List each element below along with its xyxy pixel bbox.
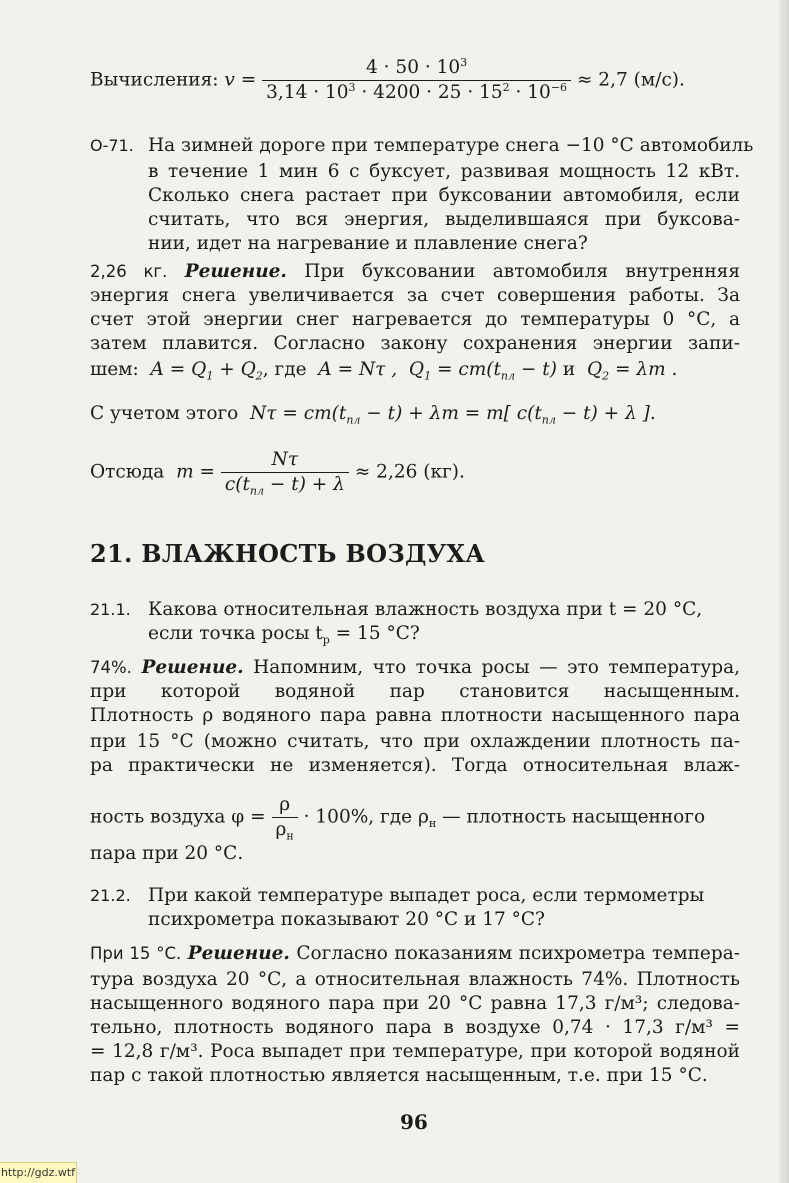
solution-o71-text: При буксовании автомобиля внутренняя <box>304 261 740 282</box>
calc-den-exp3: −6 <box>550 80 568 94</box>
problem-o71-line-2: в течение 1 мин 6 с буксует, развивая мощность 12 кВт. <box>148 161 740 182</box>
watermark-link[interactable]: http://gdz.wtf <box>0 1162 77 1183</box>
calculation-line <box>90 56 685 105</box>
calc-denominator: 3,14 · 10 <box>266 82 349 103</box>
solution-label: Решение. <box>187 943 290 964</box>
problem-21-1-line-2 <box>148 622 420 646</box>
formula-work: A = Nτ , $Q_1 = cm(t_{пл} - t)$ <box>312 359 557 383</box>
calc-den-tail: · 10 <box>509 82 551 103</box>
solution-o71-line-2: энергия снега увеличивается за счет совершения работы. За <box>90 285 740 306</box>
humidity-lead: ность воздуха φ = <box>90 806 266 828</box>
solution-21-1-text: Напомним, что точка росы — это температура, <box>253 657 740 678</box>
answer-21-2: При 15 °С. <box>90 944 182 963</box>
humidity-frac-den: ρ <box>275 819 287 840</box>
solution-o71-line-7: Отсюда m = $\frac{N\tau}{c(t_{пл} - t) + \lambda}$ ≈ 2,26 (кг). <box>90 449 465 498</box>
problem-o71-line-5: нии, идет на нагревание и плавление снега? <box>148 233 588 254</box>
solution-21-2-line-6: пар с такой плотностью является насыщенным, т.е. при 15 °С. <box>90 1065 708 1086</box>
problem-o71-line-4: считать, что вся энергия, выделившаяся при буксова- <box>148 209 740 230</box>
solution-21-2-text: Согласно показаниям психрометра темпера- <box>296 943 741 964</box>
problem-21-2-line-1: При какой температуре выпадет роса, если термометры <box>148 885 705 906</box>
with-account-text: С учетом этого <box>90 403 239 424</box>
problem-number-21-1: 21.1. <box>90 600 131 619</box>
solution-o71-line-4: затем плавится. Согласно закону сохранения энергии запи- <box>90 333 740 354</box>
calc-result: ≈ 2,7 (м/с). <box>576 69 685 91</box>
humidity-sub: н <box>428 817 437 831</box>
calc-den-mid: · 4200 · 25 · 15 <box>355 82 503 103</box>
calc-den-exp2: 2 <box>502 80 510 94</box>
problem-number-21-2: 21.2. <box>90 886 131 905</box>
humidity-tail: · 100%, где ρ <box>303 806 429 828</box>
calc-den-exp1: 3 <box>348 80 356 94</box>
solution-o71-line-1 <box>90 260 740 284</box>
problem-o71-line-1: На зимней дороге при температуре снега −10 °С автомобиль <box>148 135 754 156</box>
humidity-fraction <box>272 793 298 842</box>
solution-21-1-line-3: Плотность ρ водяного пара равна плотности насыщенного пара <box>90 705 740 726</box>
solution-label: Решение. <box>141 657 244 678</box>
solution-label: Решение. <box>184 261 287 282</box>
calc-fraction <box>262 56 571 105</box>
solution-o71-line-5 <box>90 358 677 382</box>
solution-21-2-line-1 <box>90 942 740 966</box>
hence-text: Отсюда <box>90 461 165 483</box>
page-edge-shadow <box>779 0 789 1183</box>
formula-mass-fraction: $\frac{N\tau}{c(t_{пл} - t) + \lambda}$ <box>221 448 349 497</box>
formula-lead: шем: <box>90 359 139 380</box>
solution-21-2-line-5: = 12,8 г/м³. Роса выпадет при температуре, при которой водяной <box>90 1041 740 1062</box>
humidity-frac-den-sub: н <box>286 829 294 843</box>
solution-21-2-line-4: тельно, плотность водяного пара в воздухе 0,74 · 17,3 г/м³ = <box>90 1017 740 1038</box>
formula-and: и <box>562 359 576 380</box>
answer-o71: 2,26 кг. <box>90 262 168 281</box>
problem-number-o71: О-71. <box>90 136 134 155</box>
solution-21-1-line-6 <box>90 793 705 842</box>
dew-point-sub: р <box>322 633 330 647</box>
section-title: 21. ВЛАЖНОСТЬ ВОЗДУХА <box>90 539 486 568</box>
solution-21-1-line-2: при которой водяной пар становится насыщенным. <box>90 681 740 702</box>
calc-variable: v <box>224 69 235 91</box>
solution-o71-line-3: счет этой энергии снег нагревается до температуры 0 °С, а <box>90 309 740 330</box>
solution-21-2-line-2: тура воздуха 20 °С, а относительная влажность 74%. Плотность <box>90 969 740 990</box>
calc-numerator-exp: 3 <box>460 55 468 69</box>
humidity-frac-num: ρ <box>279 794 291 815</box>
calc-numerator: 4 · 50 · 10 <box>366 57 461 78</box>
humidity-end: — плотность насыщенного <box>436 806 706 828</box>
solution-21-1-line-1 <box>90 656 740 680</box>
problem-21-2-line-2: психрометра показывают 20 °С и 17 °С? <box>148 909 545 930</box>
problem-o71-line-3: Сколько снега растает при буксовании автомобиля, если <box>148 185 740 206</box>
problem-21-1-line-2-text: если точка росы t <box>148 623 323 644</box>
solution-o71-line-6 <box>90 402 656 426</box>
formula-where: , где <box>262 359 307 380</box>
problem-21-1-line-1: Какова относительная влажность воздуха при t = 20 °С, <box>148 599 703 620</box>
formula-balance: $N\tau = cm(t_{пл} - t) + \lambda m = m$[ $c(t_{пл} - t) + \lambda$ ]. <box>244 403 656 427</box>
calc-lead: Вычисления: <box>90 69 219 91</box>
solution-21-1-line-5: ра практически не изменяется). Тогда относительная влаж- <box>90 755 740 776</box>
mass-result: ≈ 2,26 (кг). <box>354 461 465 483</box>
solution-21-2-line-3: насыщенного водяного пара при 20 °С равна 17,3 г/м³; следова- <box>90 993 740 1014</box>
solution-21-1-line-4: при 15 °С (можно считать, что при охлаждении плотность па- <box>90 731 740 752</box>
page-number: 96 <box>400 1110 428 1134</box>
solution-21-1-line-7: пара при 20 °С. <box>90 843 244 864</box>
calc-equals: = <box>240 69 257 91</box>
formula-energy-sum: $A = Q_1 + Q_2$ <box>144 359 263 383</box>
formula-melting: $Q_2 = \lambda m$ . <box>581 359 678 383</box>
problem-21-1-line-2-end: = 15 °С? <box>329 623 420 644</box>
answer-21-1: 74%. <box>90 658 132 677</box>
